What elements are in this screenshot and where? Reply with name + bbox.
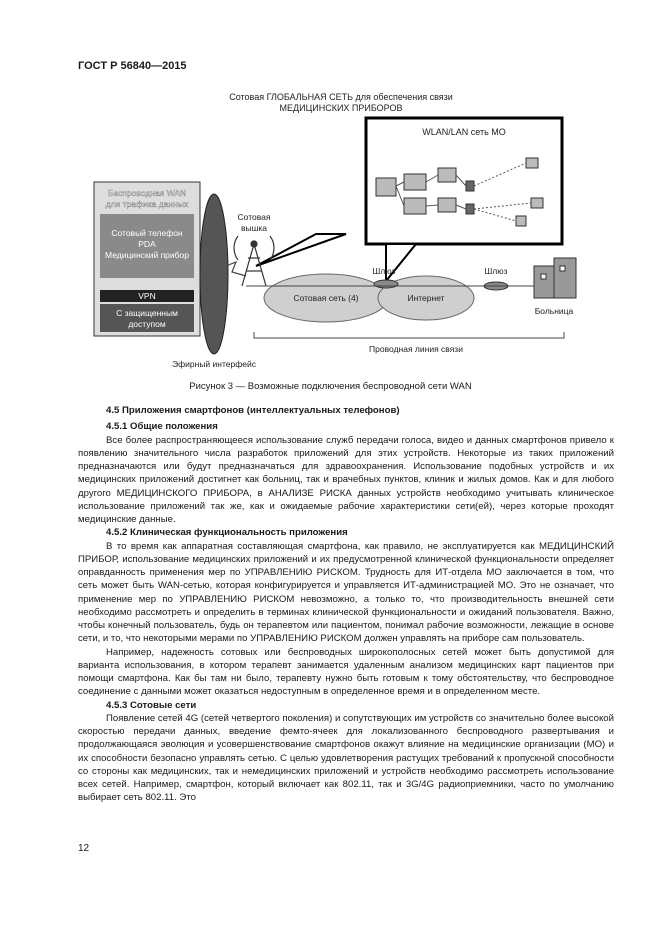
hospital-icon bbox=[534, 258, 576, 298]
subsection-4-5-2-title: 4.5.2 Клиническая функциональность приложения bbox=[106, 527, 348, 539]
wired-line-label: Проводная линия связи bbox=[369, 344, 463, 354]
subsection-4-5-2-para2: Например, надежность сотовых или беспроводных широкополосных сетей может быть допустимой для варианта использования, в котором терапевт занимается удаленным анализом медицинских карт пациентов при помощи смартфона. Как бы там ни было, терапевту нужно быть готовым к тому обстоятельству, что беспроводное соединение с данными может оказаться недоступным в определенное время и в определенном месте. bbox=[78, 646, 614, 698]
internet-label: Интернет bbox=[407, 293, 445, 303]
hospital-label: Больница bbox=[534, 306, 574, 316]
page-number: 12 bbox=[78, 843, 90, 854]
secure-line2: доступом bbox=[128, 319, 166, 329]
devices-line3: Медицинский прибор bbox=[105, 250, 189, 260]
vpn-label: VPN bbox=[138, 291, 156, 301]
gateway1-label: Шлюз bbox=[372, 266, 396, 276]
figure-caption: Рисунок 3 — Возможные подключения беспроводной сети WAN bbox=[189, 381, 472, 392]
subsection-4-5-3-title: 4.5.3 Сотовые сети bbox=[106, 699, 197, 711]
cellular-net-label: Сотовая сеть (4) bbox=[293, 293, 359, 303]
figure-title-line1: Сотовая ГЛОБАЛЬНАЯ СЕТЬ для обеспечения связи bbox=[229, 92, 453, 102]
subsection-4-5-2-para1: В то время как аппаратная составляющая смартфона, как правило, не эксплуатируется как МЕДИЦИНСКИЙ ПРИБОР, использование медицинских приложений и их предусмотренной клинической функциональности определяет оправданность применения мер по УПРАВЛЕНИЮ РИСКОМ. Трудность для ИТ-отдела МО заключается в том, что сеть может быть WAN-сетью, которая конфигурируется и управляется ИТ-администрацией МО. Это не означает, что применение мер по УПРАВЛЕНИЮ РИСКОМ невозможно, а только то, что производительность внешней сети необходимо рассмотреть и определить в терминах клинической функциональности и ожиданий пользователя. Важно, чтобы конечный пользователь, будь он терапевтом или пациентом, понимал рабочие возможности, лежащие в основе сети, и то, что некоторыми мерами по УПРАВЛЕНИЮ РИСКОМ должен управлять на приборе сам пользователь. bbox=[78, 540, 614, 645]
air-interface-label: Эфирный интерфейс bbox=[172, 359, 256, 369]
wireless-box-title1: Беспроводная WAN bbox=[107, 188, 187, 198]
radio-link bbox=[226, 262, 246, 276]
devices-line2: PDA bbox=[138, 239, 156, 249]
body-text bbox=[78, 404, 614, 805]
subsection-4-5-3-text: Появление сетей 4G (сетей четвертого поколения) и сопутствующих им устройств со значительно более высокой скоростью передачи данных, введение фемто-ячеек для локализованного беспроводного развертывания и продолжающаяся эволюция и усовершенствование смартфонов окажут влияние на медицинские организации (МО) и их способности безопасно управлять сетью. С целью удовлетворения растущих требований к пропускной способности со стороны как медицинских, так и немедицинских приложений и устройств необходимо рассмотреть использование всех сетей. Например, смартфон, который включает как 802.11, так и 3G/4G радиоприемники, часто по умолчанию выбирает сеть 802.11. Это bbox=[78, 712, 614, 804]
subsection-4-5-1-title: 4.5.1 Общие положения bbox=[106, 421, 218, 433]
gateway1-icon bbox=[374, 280, 398, 288]
document-header: ГОСТ Р 56840—2015 bbox=[78, 60, 187, 72]
section-title: 4.5 Приложения смартфонов (интеллектуальных телефонов) bbox=[106, 405, 400, 416]
tower-label1: Сотовая bbox=[237, 212, 271, 222]
wlan-callout-pointer bbox=[256, 234, 346, 266]
secure-line1: С защищенным bbox=[116, 308, 178, 318]
wlan-label: WLAN/LAN сеть МО bbox=[422, 127, 506, 137]
wireless-box-title2: для трафика данных bbox=[105, 199, 189, 209]
wired-bracket bbox=[254, 332, 564, 338]
tower-label2: вышка bbox=[240, 223, 268, 233]
wan-diagram bbox=[86, 86, 616, 396]
figure-title-line2: МЕДИЦИНСКИХ ПРИБОРОВ bbox=[279, 103, 403, 113]
subsection-4-5-1-text: Все более распространяющееся использование служб передачи голоса, видео и данных смартфонов привело к появлению значительного числа разработок приложений для этих устройств. Некоторые из таких приложений предназначаются или будут предназначаться для здравоохранения. Использование подобных устройств и их медицинских приложений достигнет как больниц, так и врачебных пунктов, клиник и жилых домов. Как и для любого другого МЕДИЦИНСКОГО ПРИБОРА, в АНАЛИЗЕ РИСКА данных устройств необходимо учитывать клиническое использование приложений так же, как и ожидаемые рабочие характеристики сети(ей), через которые проходят медицинские данные. bbox=[78, 434, 614, 525]
devices-line1: Сотовый телефон bbox=[111, 228, 183, 238]
air-interface-shape bbox=[200, 194, 228, 354]
gateway2-label: Шлюз bbox=[484, 266, 508, 276]
